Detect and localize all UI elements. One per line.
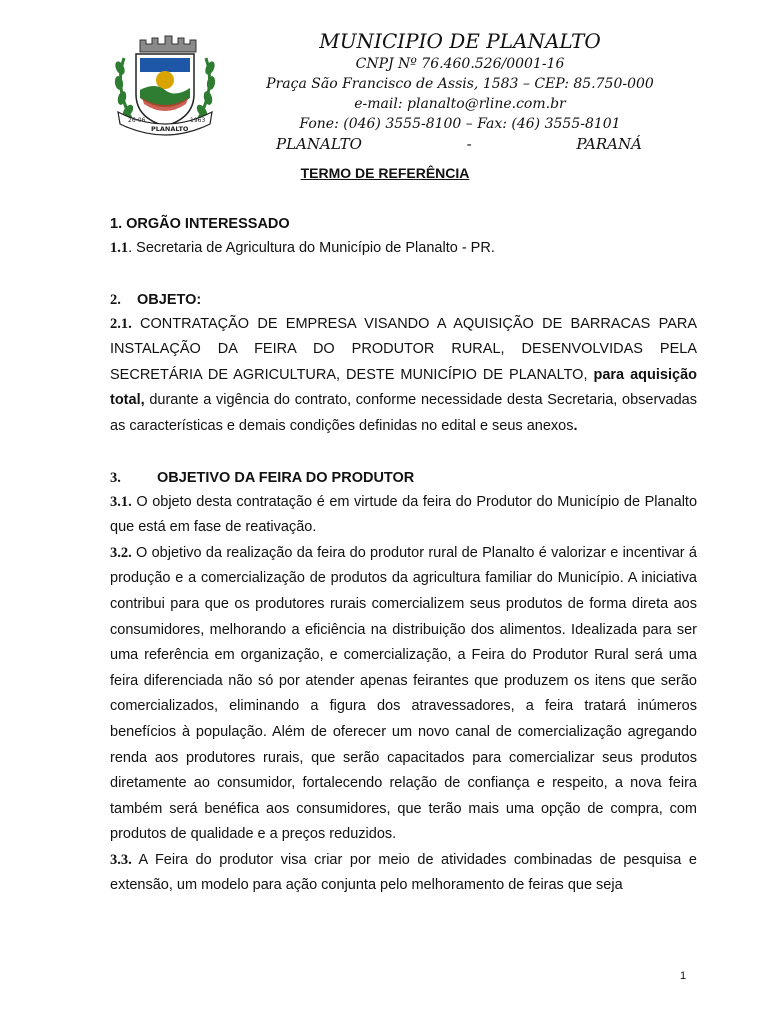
address-line: Praça São Francisco de Assis, 1583 – CEP: 85.750-000 <box>266 76 654 92</box>
paragraph-1-1-number: 1.1 <box>110 240 129 256</box>
paragraph-3-2-text: O objetivo da realização da feira do produtor rural de Planalto é valorizar e incentivar á produção e a comercialização de produtos da agricultura familiar do Município. A iniciativa contribui para que os produtores rurais comercializem seus produtos de forma direta aos consumidores, melhorando a eficiência na distribuição dos alimentos. Idealizada para ser uma referência em organização, e comercialização, a Feira do Produtor Rural será uma feira diferenciada não só por atender apenas feirantes que produzem os itens que serão comercializados, eliminando a figura dos atravessadores, a feira tratará inúmeros benefícios à população. Além de oferecer um novo canal de comercialização agregando renda aos produtores rurais, que serão capacitados para comercializar seus produtos diretamente ao consumidor, fortalecendo relação de confiança e respeito, a nova feira também será benéfica aos consumidores, que terão mais uma opção de compra, com produtos de qualidade e a preços reduzidos. <box>110 544 697 843</box>
city-state-separator: - <box>466 135 472 153</box>
paragraph-2-1 <box>110 312 697 440</box>
paragraph-2-1-end: . <box>573 417 578 434</box>
section-3-number: 3. <box>110 469 121 486</box>
paragraph-3-3 <box>110 848 697 899</box>
paragraph-1-1 <box>110 236 697 262</box>
phone-line: Fone: (046) 3555-8100 – Fax: (46) 3555-8101 <box>299 116 621 132</box>
section-1-heading: 1. ORGÃO INTERESSADO <box>110 216 290 232</box>
section-2-number: 2. <box>110 291 121 308</box>
paragraph-3-2-number: 3.2. <box>110 544 132 561</box>
paragraph-3-2 <box>110 541 697 848</box>
cnpj-line: CNPJ Nº 76.460.526/0001-16 <box>355 56 565 72</box>
paragraph-3-1 <box>110 490 697 541</box>
letterhead <box>250 28 670 154</box>
paragraph-1-1-text: . Secretaria de Agricultura do Município de Planalto - PR. <box>128 240 495 256</box>
city-state-line <box>250 134 670 154</box>
paragraph-2-1-text-a: CONTRATAÇÃO DE EMPRESA VISANDO A AQUISIÇÃO DE BARRACAS PARA INSTALAÇÃO DA FEIRA DO PRODUTOR RURAL, DESENVOLVIDAS PELA SECRETÁRIA DE AGRICULTURA, DESTE MUNICÍPIO DE PLANALTO, <box>110 315 698 383</box>
section-2-heading <box>110 288 697 312</box>
crest-ribbon-left: 26-06 <box>128 117 146 124</box>
paragraph-2-1-bold: para aquisição total, <box>110 366 697 409</box>
email-line: e-mail: planalto@rline.com.br <box>354 96 566 112</box>
paragraph-3-1-text: O objeto desta contratação é em virtude da feira do Produtor do Município de Planalto que está em fase de reativação. <box>110 493 698 536</box>
page-number: 1 <box>680 970 687 982</box>
paragraph-3-3-text: A Feira do produtor visa criar por meio de atividades combinadas de pesquisa e extensão, um modelo para ação conjunta pelo melhoramento de feiras que seja <box>110 851 697 894</box>
paragraph-2-1-text-b: durante a vigência do contrato, conforme necessidade desta Secretaria, observadas as características e demais condições definidas no edital e seus anexos <box>110 392 697 434</box>
document-body <box>110 212 697 899</box>
document-title: TERMO DE REFERÊNCIA <box>300 165 470 181</box>
crest-ribbon-right: 1963 <box>190 117 206 124</box>
municipality-title: MUNICIPIO DE PLANALTO <box>319 29 601 53</box>
municipal-crest-icon <box>110 28 220 138</box>
section-3-title: OBJETIVO DA FEIRA DO PRODUTOR <box>157 469 415 486</box>
paragraph-3-1-number: 3.1. <box>110 493 132 510</box>
paragraph-3-3-number: 3.3. <box>110 851 132 868</box>
city-name: PLANALTO <box>276 135 362 153</box>
section-3-heading <box>110 466 697 490</box>
paragraph-2-1-number: 2.1. <box>110 315 132 332</box>
state-name: PARANÁ <box>576 135 642 153</box>
section-2-title: OBJETO: <box>137 291 202 308</box>
crest-motto: PLANALTO <box>151 125 189 133</box>
